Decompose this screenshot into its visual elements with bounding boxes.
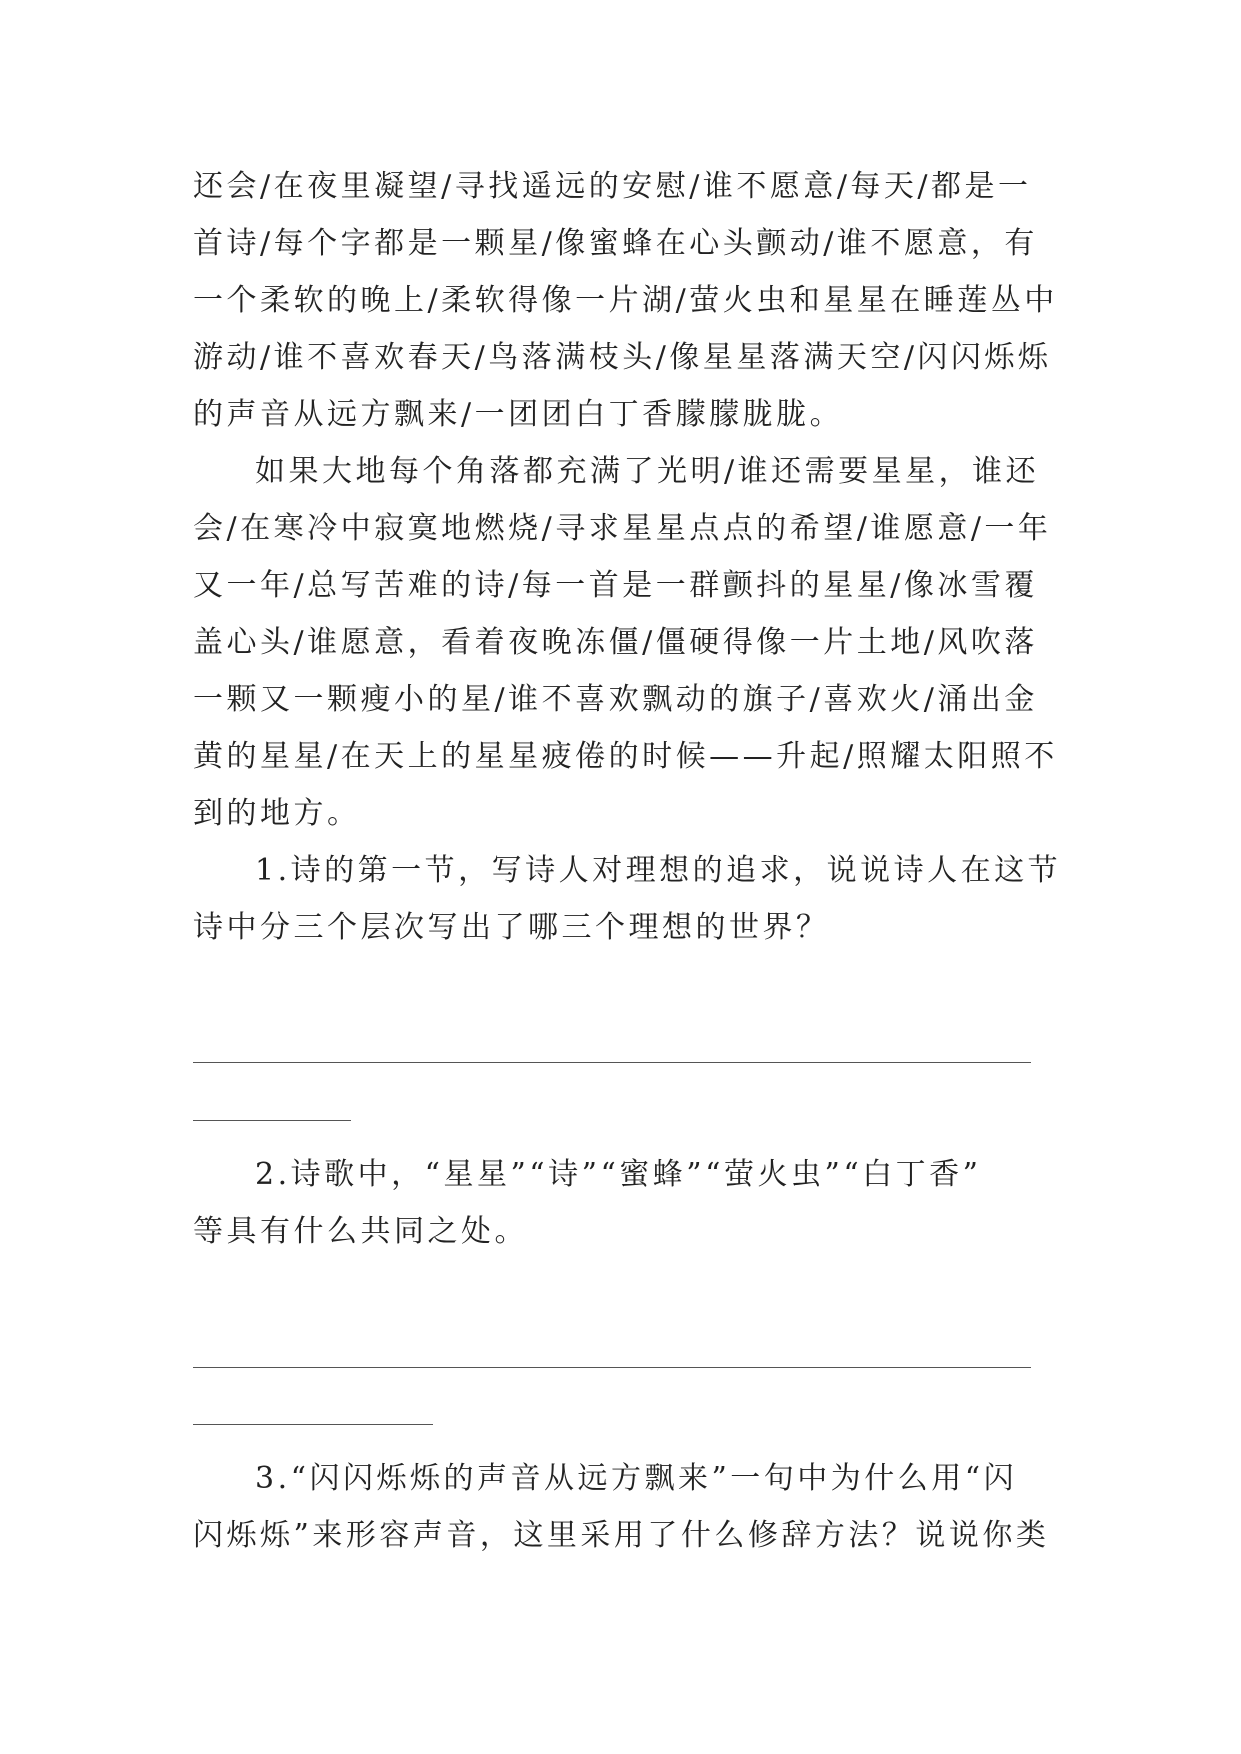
question-3-line: 3.“闪闪烁烁的声音从远方飘来”一句中为什么用“闪 [255, 1461, 1018, 1496]
poem-line: 到的地方。 [193, 796, 361, 831]
poem-line: 黄的星星/在天上的星星疲倦的时候——升起/照耀太阳照不 [193, 739, 1058, 774]
poem-line: 首诗/每个字都是一颗星/像蜜蜂在心头颤动/谁不愿意，有 [193, 226, 1038, 261]
poem-line: 游动/谁不喜欢春天/鸟落满枝头/像星星落满天空/闪闪烁烁 [193, 340, 1052, 375]
question-1-line: 1.诗的第一节，写诗人对理想的追求，说说诗人在这节 [255, 853, 1062, 888]
question-2-line: 等具有什么共同之处。 [193, 1214, 528, 1249]
poem-line: 盖心头/谁愿意，看着夜晚冻僵/僵硬得像一片土地/风吹落 [193, 625, 1038, 660]
answer-line [193, 1424, 433, 1425]
poem-line: 又一年/总写苦难的诗/每一首是一群颤抖的星星/像冰雪覆 [193, 568, 1038, 603]
poem-line: 会/在寒冷中寂寞地燃烧/寻求星星点点的希望/谁愿意/一年 [193, 511, 1052, 546]
poem-line: 如果大地每个角落都充满了光明/谁还需要星星，谁还 [255, 454, 1040, 489]
question-3-line: 闪烁烁”来形容声音，这里采用了什么修辞方法？说说你类 [193, 1518, 1050, 1553]
poem-line: 的声音从远方飘来/一团团白丁香朦朦胧胧。 [193, 397, 844, 432]
question-1-line: 诗中分三个层次写出了哪三个理想的世界？ [193, 910, 830, 945]
poem-line: 还会/在夜里凝望/寻找遥远的安慰/谁不愿意/每天/都是一 [193, 169, 1032, 204]
answer-line [193, 1120, 351, 1121]
question-2-line: 2.诗歌中，“星星”“诗”“蜜蜂”“萤火虫”“白丁香” [255, 1157, 982, 1192]
poem-line: 一颗又一颗瘦小的星/谁不喜欢飘动的旗子/喜欢火/涌出金 [193, 682, 1038, 717]
poem-line: 一个柔软的晚上/柔软得像一片湖/萤火虫和星星在睡莲丛中 [193, 283, 1058, 318]
answer-line [193, 1062, 1031, 1063]
answer-line [193, 1367, 1031, 1368]
